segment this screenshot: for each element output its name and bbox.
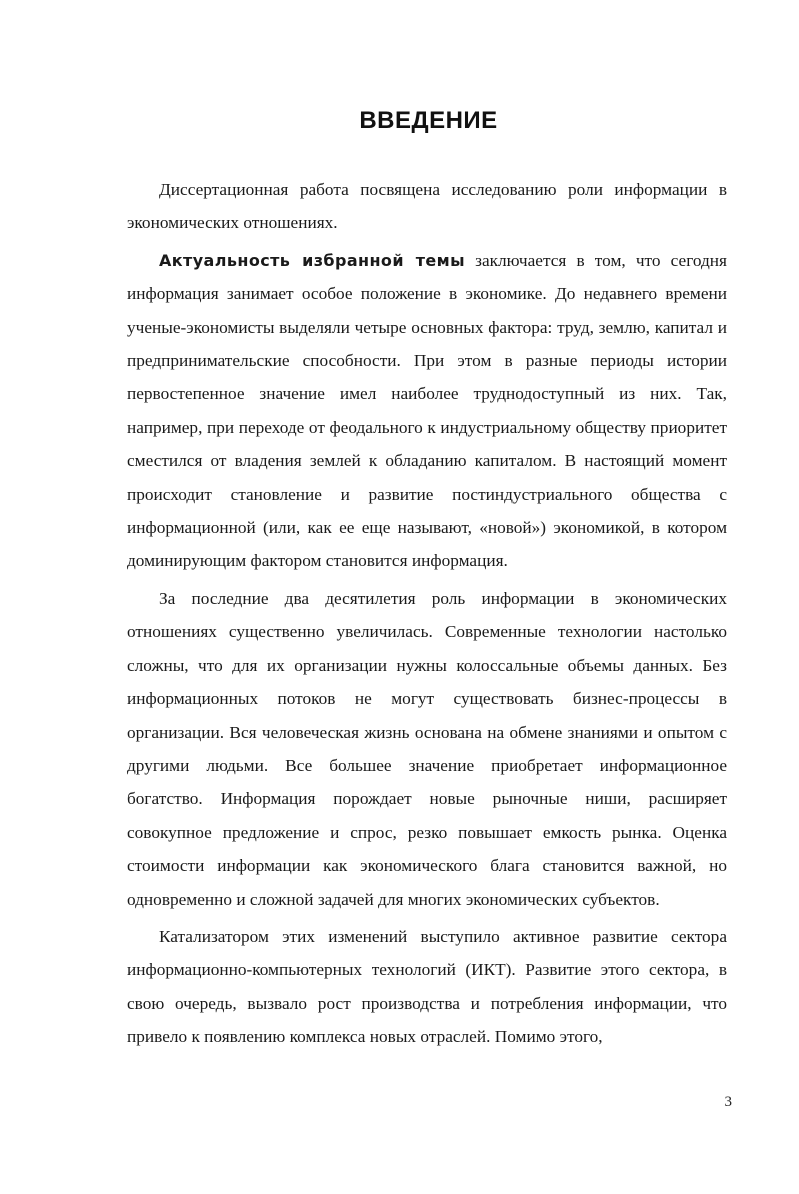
body-text [127,173,727,1054]
paragraph-catalyst: Катализатором этих изменений выступило активное развитие сектора информационно-компьютерных технологий (ИКТ). Развитие этого сектора, в свою очередь, вызвало рост производства и потребления информации, что привело к появлению комплекса новых отраслей. Помимо этого, [127,926,727,1047]
page-title: ВВЕДЕНИЕ [359,107,498,134]
paragraph-decades: За последние два десятилетия роль информации в экономических отношениях существенно увеличилась. Современные технологии настолько сложны, что для их организации нужны колоссальные объемы данных. Без информационных потоков не могут существовать бизнес-процессы в организации. Вся человеческая жизнь основана на обмене знаниями и опытом с другими людьми. Все большее значение приобретает информационное богатство. Информация порождает новые рыночные ниши, расширяет совокупное предложение и спрос, резко повышает емкость рынка. Оценка стоимости информации как экономического блага становится важной, но одновременно и сложной задачей для многих экономических субъектов. [127,588,727,909]
relevance-heading: Актуальность избранной темы [159,250,466,270]
relevance-text: заключается в том, что сегодня информация занимает особое положение в экономике. До недавнего времени ученые-экономисты выделяли четыре основных фактора: труд, землю, капитал и предпринимательские способности. При этом в разные периоды истории первостепенное значение имел наиболее труднодоступный из них. Так, например, при переходе от феодального к индустриальному обществу приоритет сместился от владения землей к обладанию капиталом. В настоящий момент происходит становление и развитие постиндустриального общества с информационной (или, как ее еще называют, «новой») экономикой, в котором доминирующим фактором становится информация. [127,250,727,571]
paragraph-intro: Диссертационная работа посвящена исследованию роли информации в экономических отношениях. [127,180,727,233]
page-number: 3 [724,1094,732,1110]
paragraph-relevance [127,244,727,578]
